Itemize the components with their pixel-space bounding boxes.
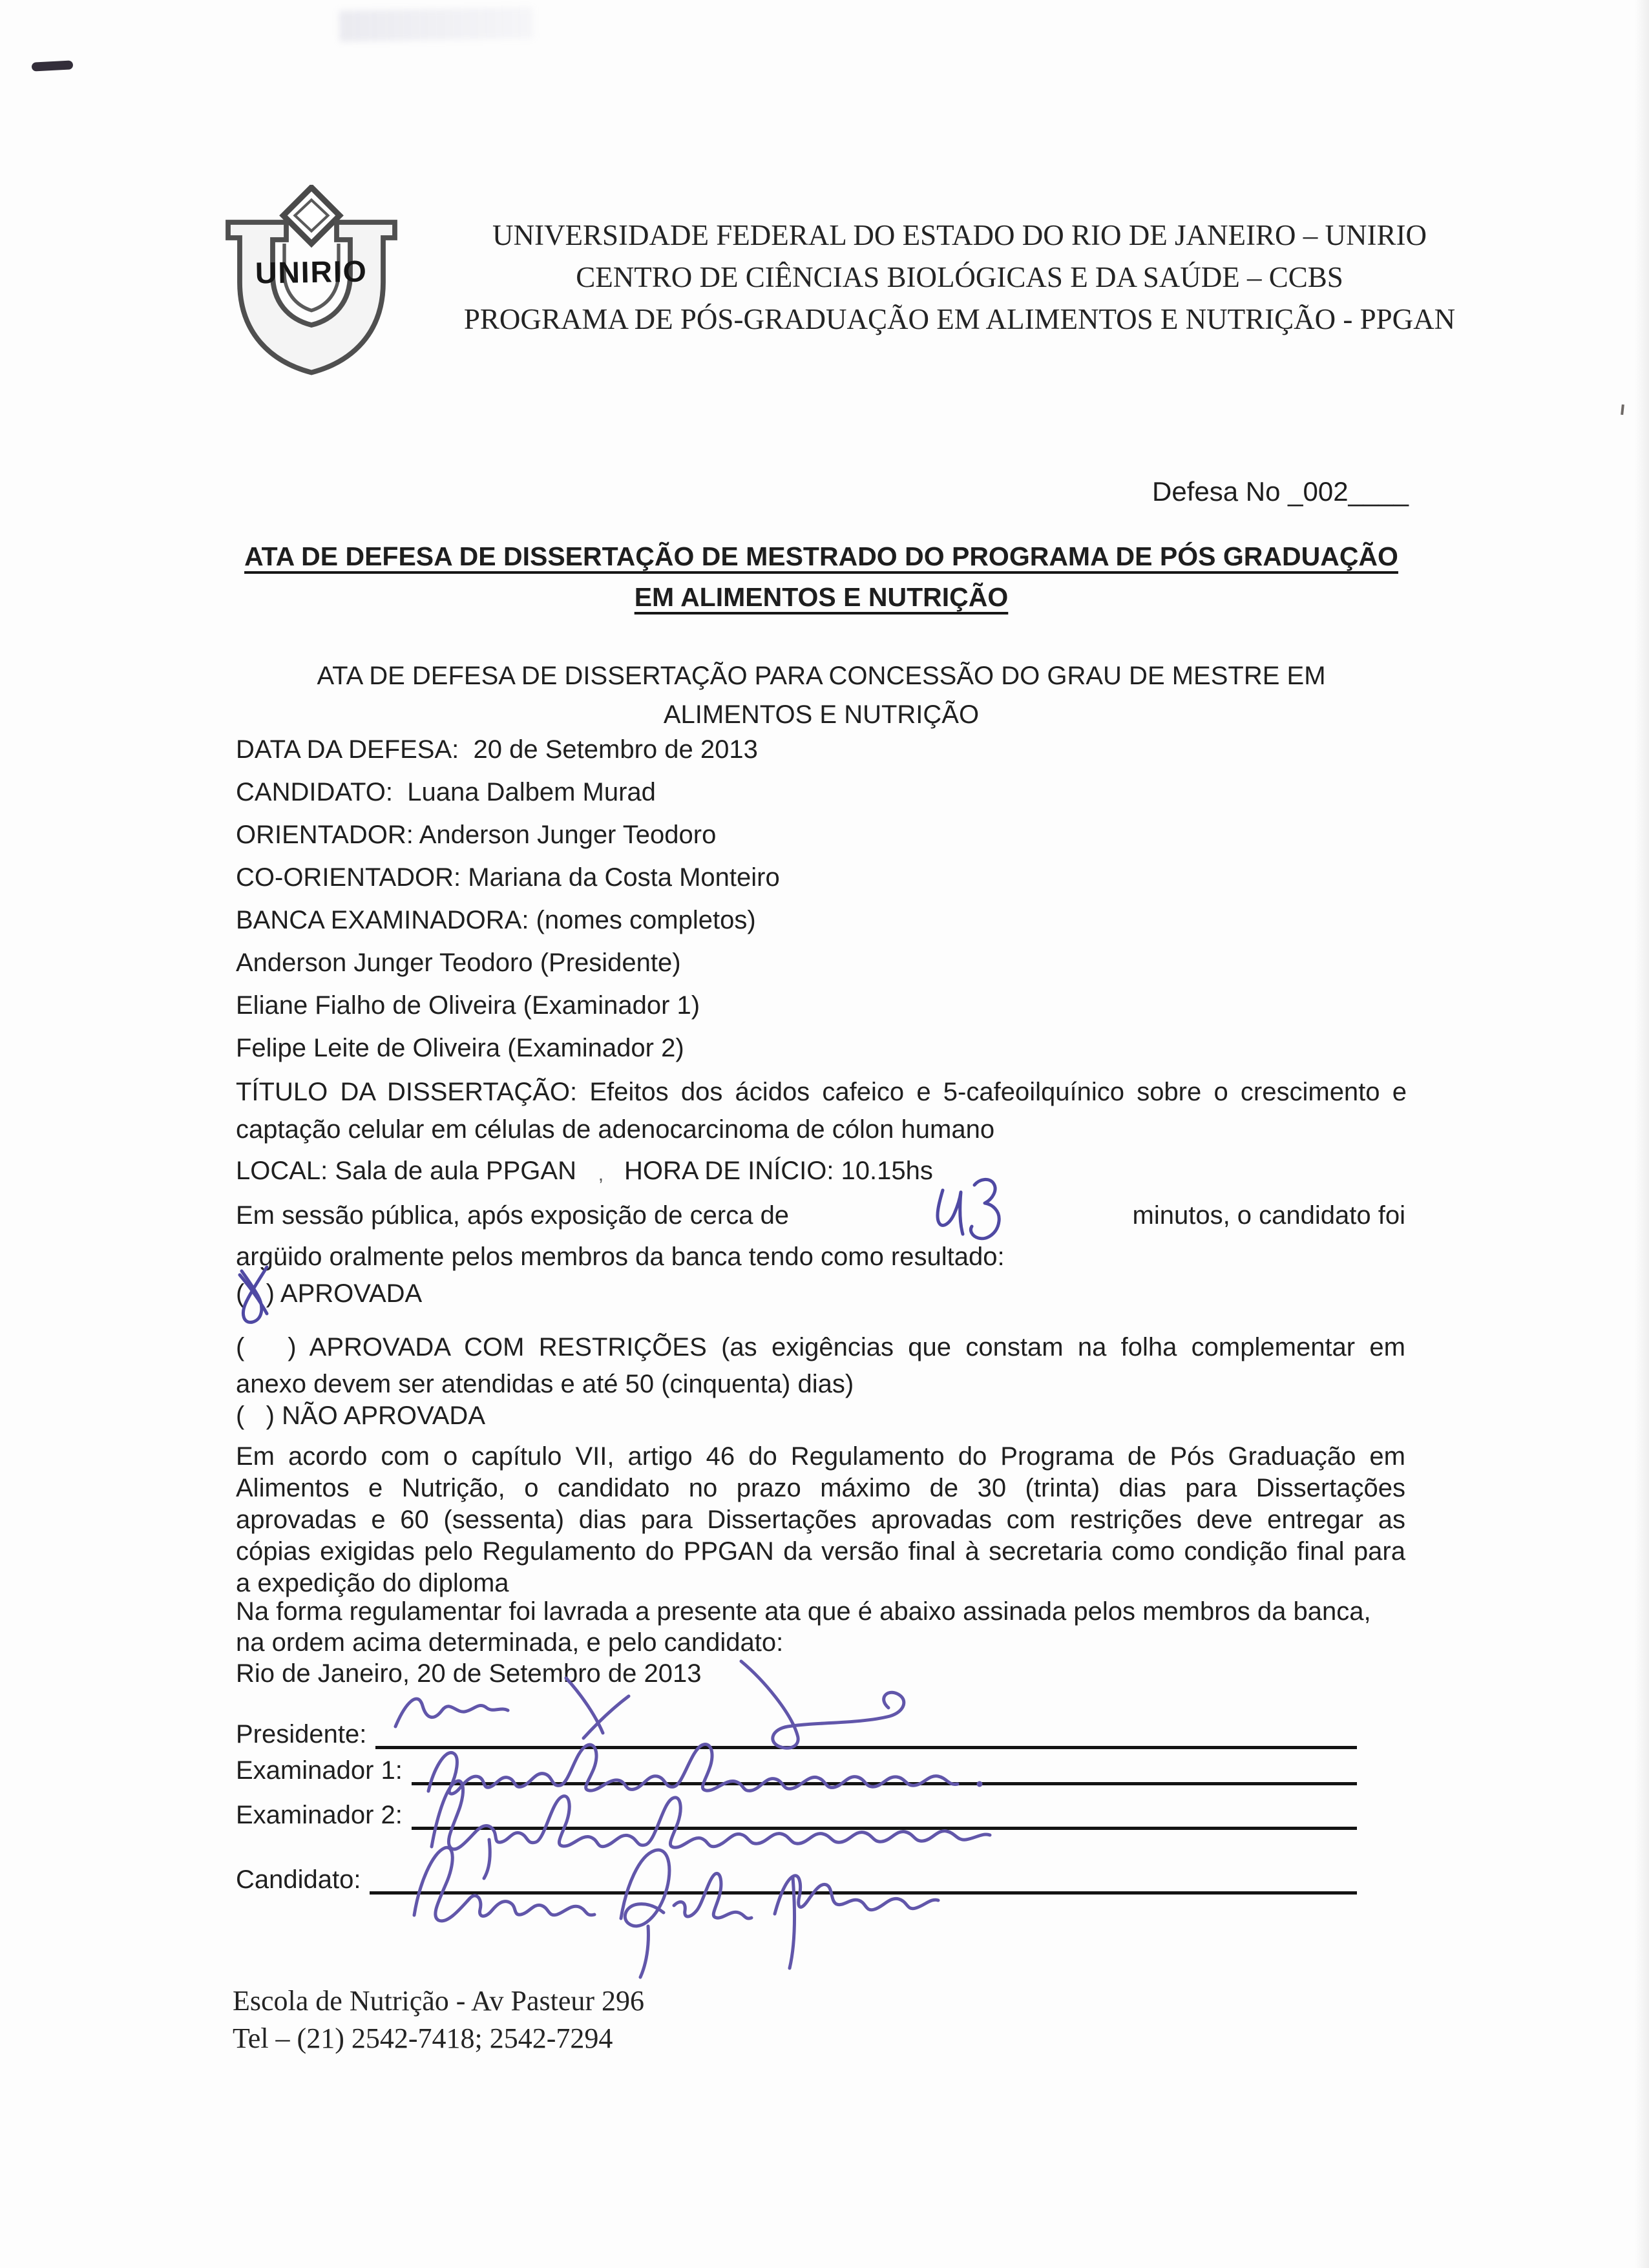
sessao-line2: argüido oralmente pelos membros da banca tendo como resultado: — [236, 1243, 1005, 1271]
logo-wordmark: UNIRIO — [255, 254, 368, 290]
banca-member-presidente: Anderson Junger Teodoro (Presidente) — [236, 949, 681, 977]
doc-title-line1-text: ATA DE DEFESA DE DISSERTAÇÃO DE MESTRADO DO PROGRAMA DE PÓS GRADUAÇÃO — [244, 541, 1398, 571]
option-aprovada: ( ) APROVADA — [236, 1279, 423, 1308]
footer-line2: Tel – (21) 2542-7418; 2542-7294 — [233, 2022, 613, 2054]
doc-subtitle-line2: ALIMENTOS E NUTRIÇÃO — [663, 700, 980, 729]
signature-presidente-ink2 — [566, 1678, 629, 1738]
hora-inicio-value: HORA DE INÍCIO: 10.15hs — [624, 1157, 933, 1185]
regulation-line3: aprovadas e 60 (sessenta) dias para Dissertações aprovadas com restrições deve entregar as — [236, 1506, 1405, 1534]
handwritten-minutes-digit4-ink — [938, 1190, 963, 1234]
signature-label-candidato: Candidato: — [236, 1865, 361, 1894]
doc-subtitle-line1: ATA DE DEFESA DE DISSERTAÇÃO PARA CONCESSÃO DO GRAU DE MESTRE EM — [317, 662, 1326, 690]
signature-examinador2-descender-ink — [484, 1840, 490, 1878]
titulo-line1: TÍTULO DA DISSERTAÇÃO: Efeitos dos ácidos cafeico e 5-cafeoilquínico sobre o crescimento e — [236, 1078, 1407, 1106]
local-value: LOCAL: Sala de aula PPGAN — [236, 1157, 576, 1185]
handwritten-minutes-digit3-ink — [971, 1179, 999, 1238]
scan-comma-artifact: , — [598, 1164, 604, 1186]
titulo-line2: captação celular em células de adenocarcinoma de cólon humano — [236, 1115, 995, 1144]
regulation-line4: cópias exigidas pelo Regulamento do PPGAN da versão final à secretaria como condição final para — [236, 1537, 1405, 1566]
field-co-orientador: CO-ORIENTADOR: Mariana da Costa Monteiro — [236, 863, 780, 892]
regulation-line5: a expedição do diploma — [236, 1569, 509, 1597]
signature-candidato-descender-ink — [640, 1926, 648, 1977]
signature-candidato-ink4 — [775, 1876, 938, 1914]
signature-candidato-descender-ink2 — [790, 1878, 795, 1968]
restricoes-line2: anexo devem ser atendidas e até 50 (cinquenta) dias) — [236, 1370, 854, 1398]
sessao-line1-left: Em sessão pública, após exposição de cerca de — [236, 1201, 790, 1230]
doc-title-line2-text: EM ALIMENTOS E NUTRIÇÃO — [634, 582, 1009, 612]
org-line-2: CENTRO DE CIÊNCIAS BIOLÓGICAS E DA SAÚDE – CCBS — [576, 261, 1343, 293]
regulation-line1: Em acordo com o capítulo VII, artigo 46 do Regulamento do Programa de Pós Graduação em — [236, 1442, 1405, 1471]
signature-label-examinador1: Examinador 1: — [236, 1756, 403, 1785]
banca-member-examinador1: Eliane Fialho de Oliveira (Examinador 1) — [236, 991, 700, 1020]
org-line-3: PROGRAMA DE PÓS-GRADUAÇÃO EM ALIMENTOS E NUTRIÇÃO - PPGAN — [463, 303, 1456, 335]
date-line: Rio de Janeiro, 20 de Setembro de 2013 — [236, 1659, 702, 1688]
signature-examinador1-period-ink — [977, 1781, 983, 1787]
banca-member-examinador2: Felipe Leite de Oliveira (Examinador 2) — [236, 1034, 684, 1062]
signature-candidato-ink — [414, 1847, 594, 1921]
field-candidato: CANDIDATO: Luana Dalbem Murad — [236, 778, 656, 806]
signature-label-presidente: Presidente: — [236, 1720, 367, 1748]
restricoes-line1: ( ) APROVADA COM RESTRIÇÕES (as exigências que constam na folha complementar em — [236, 1333, 1405, 1361]
field-banca-examinadora: BANCA EXAMINADORA: (nomes completos) — [236, 906, 756, 934]
signature-examinador1-ink — [428, 1745, 958, 1794]
sessao-line1-right: minutos, o candidato foi — [1132, 1201, 1405, 1230]
field-data-da-defesa: DATA DA DEFESA: 20 de Setembro de 2013 — [236, 735, 758, 764]
signature-presidente-ink3 — [741, 1661, 904, 1748]
signature-candidato-ink3 — [674, 1873, 751, 1918]
field-orientador: ORIENTADOR: Anderson Junger Teodoro — [236, 821, 717, 849]
closing-line2: na ordem acima determinada, e pelo candidato: — [236, 1628, 784, 1657]
closing-line1: Na forma regulamentar foi lavrada a presente ata que é abaixo assinada pelos membros da banca, — [236, 1597, 1371, 1626]
signature-candidato-ink2 — [621, 1850, 669, 1926]
regulation-line2: Alimentos e Nutrição, o candidato no prazo máximo de 30 (trinta) dias para Dissertações — [236, 1474, 1405, 1502]
defesa-number: Defesa No _002____ — [1152, 476, 1409, 507]
signature-presidente-ink — [395, 1699, 508, 1727]
org-line-1: UNIVERSIDADE FEDERAL DO ESTADO DO RIO DE JANEIRO – UNIRIO — [492, 219, 1427, 251]
signature-label-examinador2: Examinador 2: — [236, 1801, 403, 1829]
footer-line1: Escola de Nutrição - Av Pasteur 296 — [233, 1985, 645, 2017]
option-nao-aprovada: ( ) NÃO APROVADA — [236, 1402, 485, 1430]
